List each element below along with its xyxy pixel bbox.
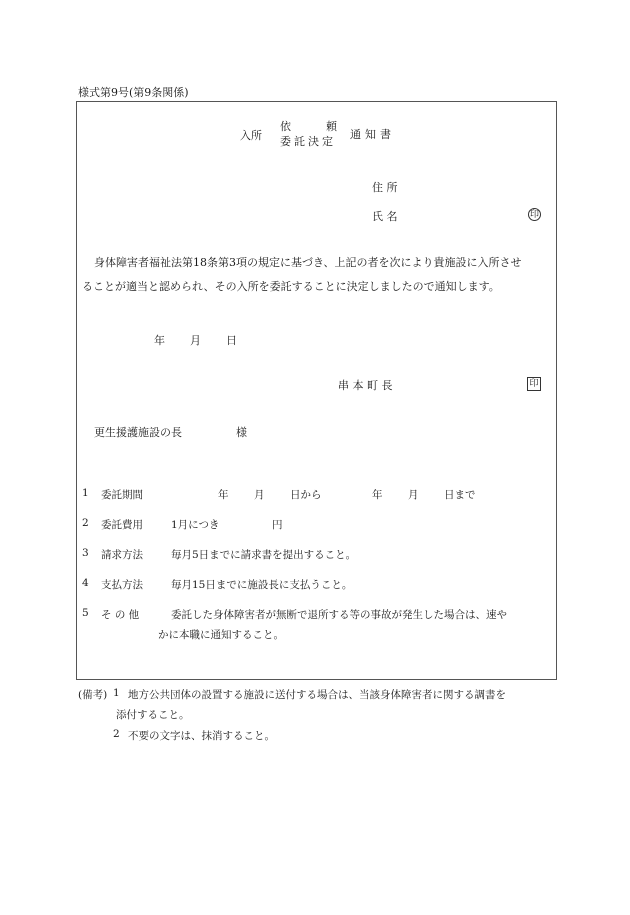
notes-label: (備考) (78, 689, 108, 701)
period-from-month: 月 (254, 489, 265, 501)
addressee-facility: 更生援護施設の長 (94, 426, 182, 439)
item-4-num: 4 (82, 577, 89, 589)
title-top-right: 頼 (326, 120, 337, 133)
date-year: 年 (154, 334, 165, 347)
title-top-left: 依 (280, 120, 291, 133)
period-to-month: 月 (408, 489, 419, 501)
item-3-content: 毎月5日までに請求書を提出すること。 (171, 549, 357, 561)
period-to-day: 日まで (444, 489, 476, 501)
body-line-1: 身体障害者福祉法第18条第3項の規定に基づき、上記の者を次により貴施設に入所させ (94, 256, 522, 269)
note-2-num: 2 (113, 728, 120, 740)
note-1-num: 1 (113, 687, 120, 699)
date-day: 日 (226, 334, 237, 347)
date-month: 月 (190, 334, 201, 347)
title-suffix: 通知書 (350, 128, 395, 141)
note-1-line-1: 地方公共団体の設置する施設に送付する場合は、当該身体障害者に関する調書を (128, 689, 506, 701)
note-1-line-2: 添付すること。 (116, 709, 190, 721)
item-3-label: 請求方法 (101, 549, 143, 561)
item-5-content-line-2: かに本職に通知すること。 (158, 629, 284, 641)
form-number: 様式第9号(第9条関係) (78, 86, 189, 99)
title-bottom: 委託決定 (280, 135, 336, 148)
item-5-num: 5 (82, 607, 89, 619)
item-5-label: そ の 他 (101, 609, 140, 621)
period-from-year: 年 (218, 489, 229, 501)
body-line-2: ることが適当と認められ、その入所を委託することに決定しましたので通知します。 (82, 280, 500, 293)
period-to-year: 年 (372, 489, 383, 501)
fee-per: 1月につき (171, 519, 220, 531)
recipient-seal: 印 (529, 210, 539, 220)
fee-unit: 円 (272, 519, 283, 531)
item-4-content: 毎月15日までに施設長に支払うこと。 (171, 579, 353, 591)
item-5-content-line-1: 委託した身体障害者が無断で退所する等の事故が発生した場合は、速や (171, 609, 507, 621)
name-label: 氏 名 (372, 210, 398, 223)
issuer-name: 串 本 町 長 (338, 379, 393, 392)
item-3-num: 3 (82, 547, 89, 559)
note-2-text: 不要の文字は、抹消すること。 (128, 730, 275, 742)
title-prefix: 入所 (240, 129, 262, 142)
item-1-label: 委託期間 (101, 489, 143, 501)
item-1-num: 1 (82, 487, 89, 499)
issuer-seal: 印 (527, 377, 541, 391)
period-from-day: 日から (290, 489, 322, 501)
form-box (76, 101, 557, 680)
addressee-honorific: 様 (236, 426, 247, 439)
address-label: 住 所 (372, 181, 398, 194)
item-2-label: 委託費用 (101, 519, 143, 531)
item-2-num: 2 (82, 517, 89, 529)
item-4-label: 支払方法 (101, 579, 143, 591)
